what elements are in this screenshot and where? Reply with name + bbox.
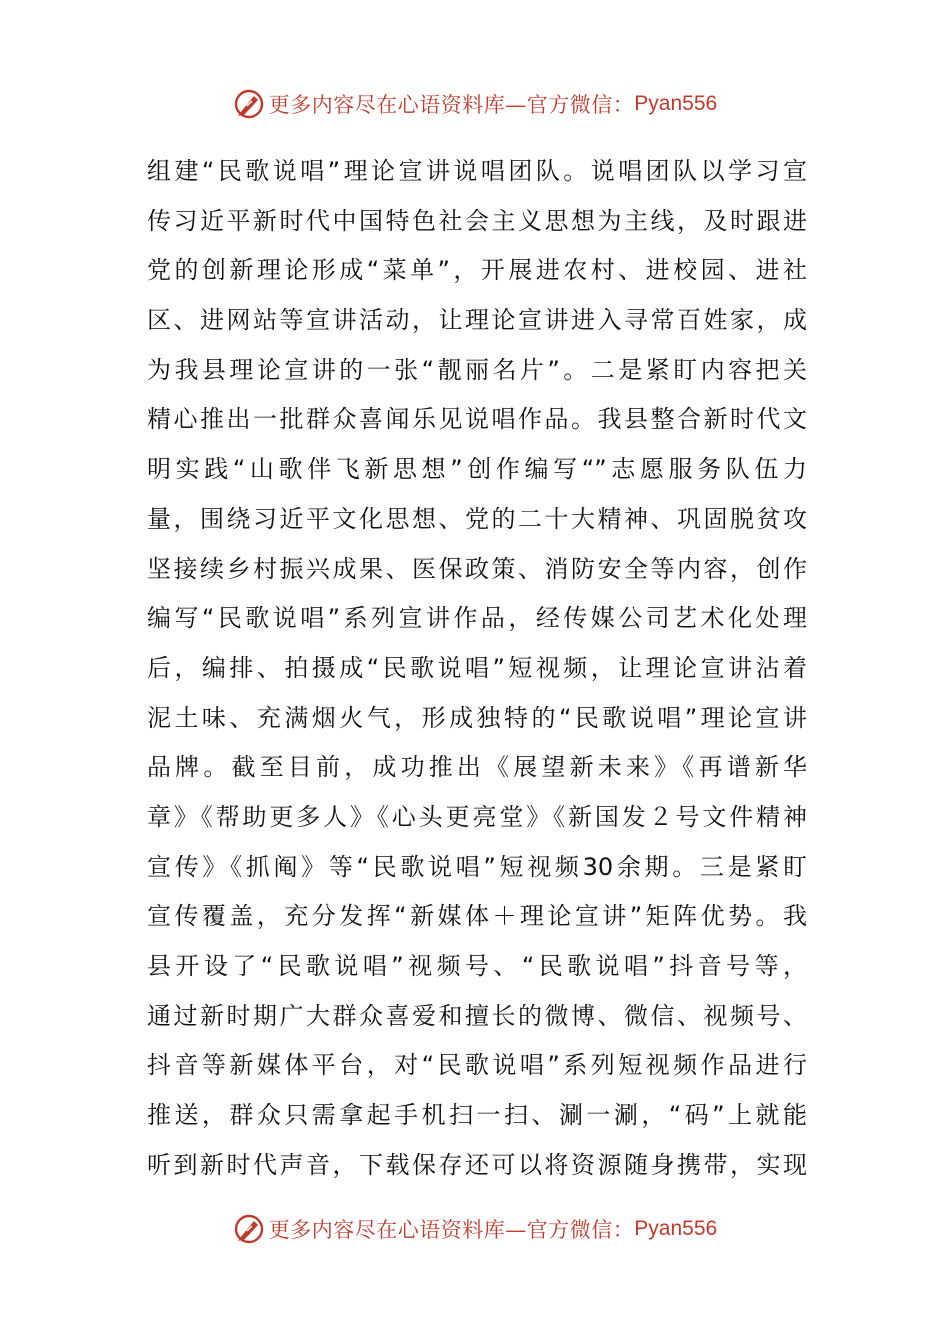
header-banner — [0, 84, 950, 124]
pen-nib-icon — [233, 1213, 265, 1245]
footer-wechat-id: Pyan556 — [634, 1217, 718, 1240]
text-line: 编写“民歌说唱”系列宣讲作品，经传媒公司艺术化处理 — [147, 604, 807, 633]
text-line: 宣传》《抓阄》等“民歌说唱”短视频30余期。三是紧盯 — [147, 852, 807, 881]
text-line: 量，围绕习近平文化思想、党的二十大精神、巩固脱贫攻 — [147, 504, 807, 533]
text-line: 明实践“山歌伴飞新思想”创作编写“”志愿服务队伍力 — [147, 455, 807, 484]
header-wechat-id: Pyan556 — [634, 92, 718, 115]
text-line: 精心推出一批群众喜闻乐见说唱作品。我县整合新时代文 — [147, 405, 807, 434]
text-line: 党的创新理论形成“菜单”，开展进农村、进校园、进社 — [147, 256, 807, 285]
text-line: 听到新时代声音，下载保存还可以将资源随身携带，实现 — [147, 1150, 807, 1179]
text-line: 区、进网站等宣讲活动，让理论宣讲进入寻常百姓家，成 — [147, 306, 807, 335]
header-banner-text: 更多内容尽在心语资料库—官方微信： — [268, 93, 635, 117]
text-line: 宣传覆盖，充分发挥“新媒体＋理论宣讲”矩阵优势。我 — [147, 902, 807, 931]
text-line: 为我县理论宣讲的一张“靓丽名片”。二是紧盯内容把关 — [147, 355, 807, 384]
footer-banner — [0, 1209, 950, 1249]
text-line: 泥土味、充满烟火气，形成独特的“民歌说唱”理论宣讲 — [147, 703, 807, 732]
text-line: 组建“民歌说唱”理论宣讲说唱团队。说唱团队以学习宣 — [147, 157, 807, 185]
footer-banner-text: 更多内容尽在心语资料库—官方微信： — [268, 1218, 635, 1242]
text-line: 推送，群众只需拿起手机扫一扫、涮一涮，“码”上就能 — [147, 1101, 807, 1130]
text-line: 传习近平新时代中国特色社会主义思想为主线，及时跟进 — [147, 206, 807, 235]
text-line: 章》《帮助更多人》《心头更亮堂》《新国发２号文件精神 — [147, 802, 807, 831]
text-line: 通过新时期广大群众喜爱和擅长的微博、微信、视频号、 — [147, 1001, 807, 1030]
pen-nib-icon — [233, 88, 265, 120]
document-body — [147, 147, 807, 1190]
text-line: 坚接续乡村振兴成果、医保政策、消防安全等内容，创作 — [147, 554, 807, 583]
text-line: 品牌。截至目前，成功推出《展望新未来》《再谱新华 — [147, 753, 807, 782]
text-line: 抖音等新媒体平台，对“民歌说唱”系列短视频作品进行 — [147, 1051, 807, 1080]
text-line: 县开设了“民歌说唱”视频号、“民歌说唱”抖音号等， — [147, 952, 807, 980]
text-line: 后，编排、拍摄成“民歌说唱”短视频，让理论宣讲沾着 — [147, 653, 807, 682]
